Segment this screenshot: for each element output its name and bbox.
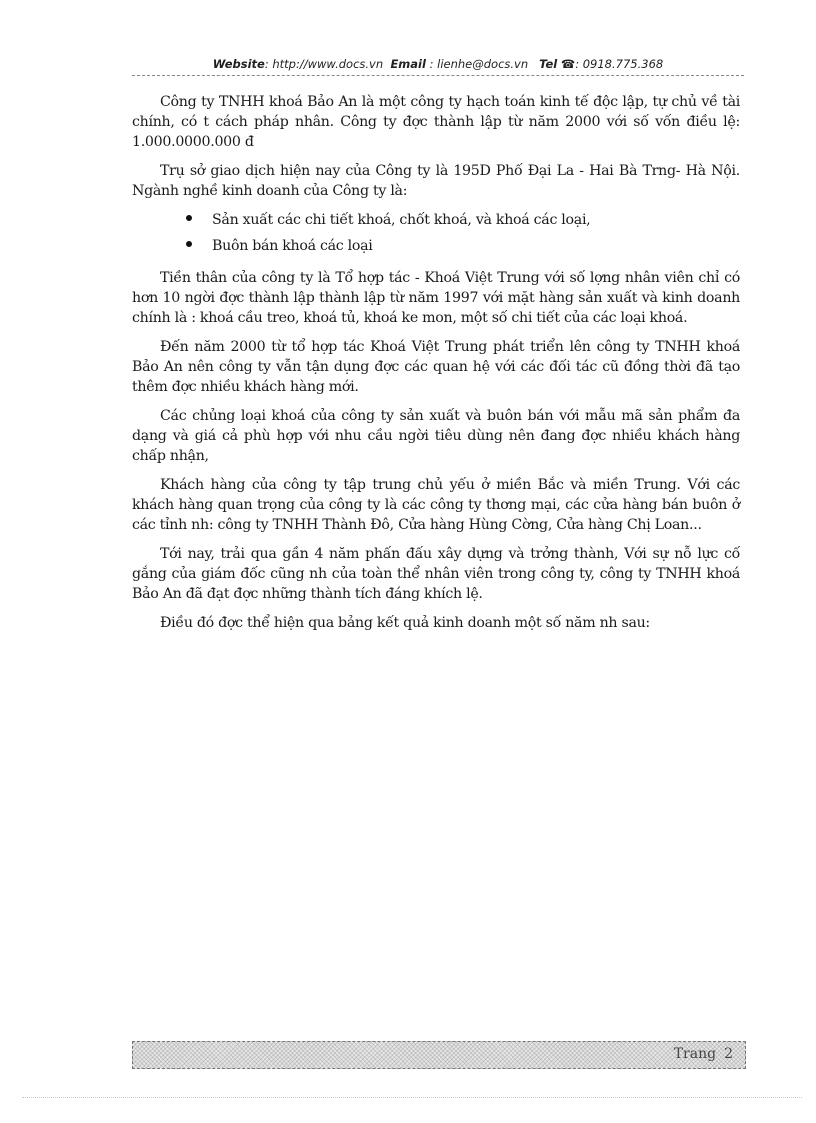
page-number: 2 — [724, 1046, 733, 1062]
bullet-icon — [186, 215, 192, 221]
website-value: : http://www.docs.vn — [264, 57, 384, 71]
page-bottom-edge — [22, 1097, 802, 1098]
website-label: Website — [212, 57, 265, 71]
list-item — [132, 210, 740, 236]
page-number-label — [674, 1046, 733, 1062]
paragraph-achievements: Tới nay, trải qua gần 4 năm phấn đấu xây dựng và trởng thành, Với sự nỗ lực cố gắng của giám đốc cũng nh của toàn thể nhân viên trong công ty, công ty TNHH khoá Bảo An đã đạt đợc những thành tích đáng khích lệ. — [132, 546, 740, 602]
tel-value: : 0918.775.368 — [575, 57, 664, 71]
paragraph-headquarters: Trụ sở giao dịch hiện nay của Công ty là 195D Phố Đại La - Hai Bà Trng- Hà Nội. Ngành nghề kinh doanh của Công ty là: — [132, 163, 740, 199]
paragraph-customers: Khách hàng của công ty tập trung chủ yếu ở miền Bắc và miền Trung. Với các khách hàng quan trọng của công ty là các công ty thơng mại, các cửa hàng bán buôn ở các tỉnh nh: công ty TNHH Thành Đô, Cửa hàng Hùng Cờng, Cửa hàng Chị Loan... — [132, 477, 740, 533]
email-label: Email — [390, 57, 426, 71]
page-header — [132, 57, 744, 75]
list-item — [132, 236, 740, 262]
tel-label: Tel — [539, 57, 558, 71]
paragraph-history: Tiền thân của công ty là Tổ hợp tác - Khoá Việt Trung với số lợng nhân viên chỉ có hơn 10 ngời đợc thành lập thành lập từ năm 1997 với mặt hàng sản xuất và kinh doanh chính là : khoá cầu treo, khoá tủ, khoá ke mon, một số chi tiết của các loại khoá. — [132, 270, 740, 326]
paragraph-development: Đến năm 2000 từ tổ hợp tác Khoá Việt Trung phát triển lên công ty TNHH khoá Bảo An nên công ty vẫn tận dụng đợc các quan hệ với các đối tác cũ đồng thời đã tạo thêm đợc nhiều khách hàng mới. — [132, 339, 740, 395]
business-lines-list — [132, 210, 740, 262]
page-label: Trang — [673, 1046, 717, 1062]
list-item-text: Sản xuất các chi tiết khoá, chốt khoá, và khoá các loại, — [212, 212, 591, 228]
page-footer — [132, 1041, 746, 1069]
paragraph-company-intro: Công ty TNHH khoá Bảo An là một công ty hạch toán kinh tế độc lập, tự chủ về tài chính, có t cách pháp nhân. Công ty đợc thành lập từ năm 2000 với số vốn điều lệ: 1.000.0000.000 đ — [132, 94, 740, 150]
phone-icon: ☎ — [560, 57, 576, 71]
list-item-text: Buôn bán khoá các loại — [212, 238, 373, 254]
paragraph-products: Các chủng loại khoá của công ty sản xuất và buôn bán với mẫu mã sản phẩm đa dạng và giá cả phù hợp với nhu cầu ngời tiêu dùng nên đang đợc nhiều khách hàng chấp nhận, — [132, 408, 740, 464]
header-divider — [132, 75, 744, 76]
document-body — [132, 92, 740, 642]
email-value: : lienhe@docs.vn — [425, 57, 529, 71]
paragraph-table-intro: Điều đó đợc thể hiện qua bảng kết quả kinh doanh một số năm nh sau: — [160, 615, 650, 631]
bullet-icon — [186, 241, 192, 247]
